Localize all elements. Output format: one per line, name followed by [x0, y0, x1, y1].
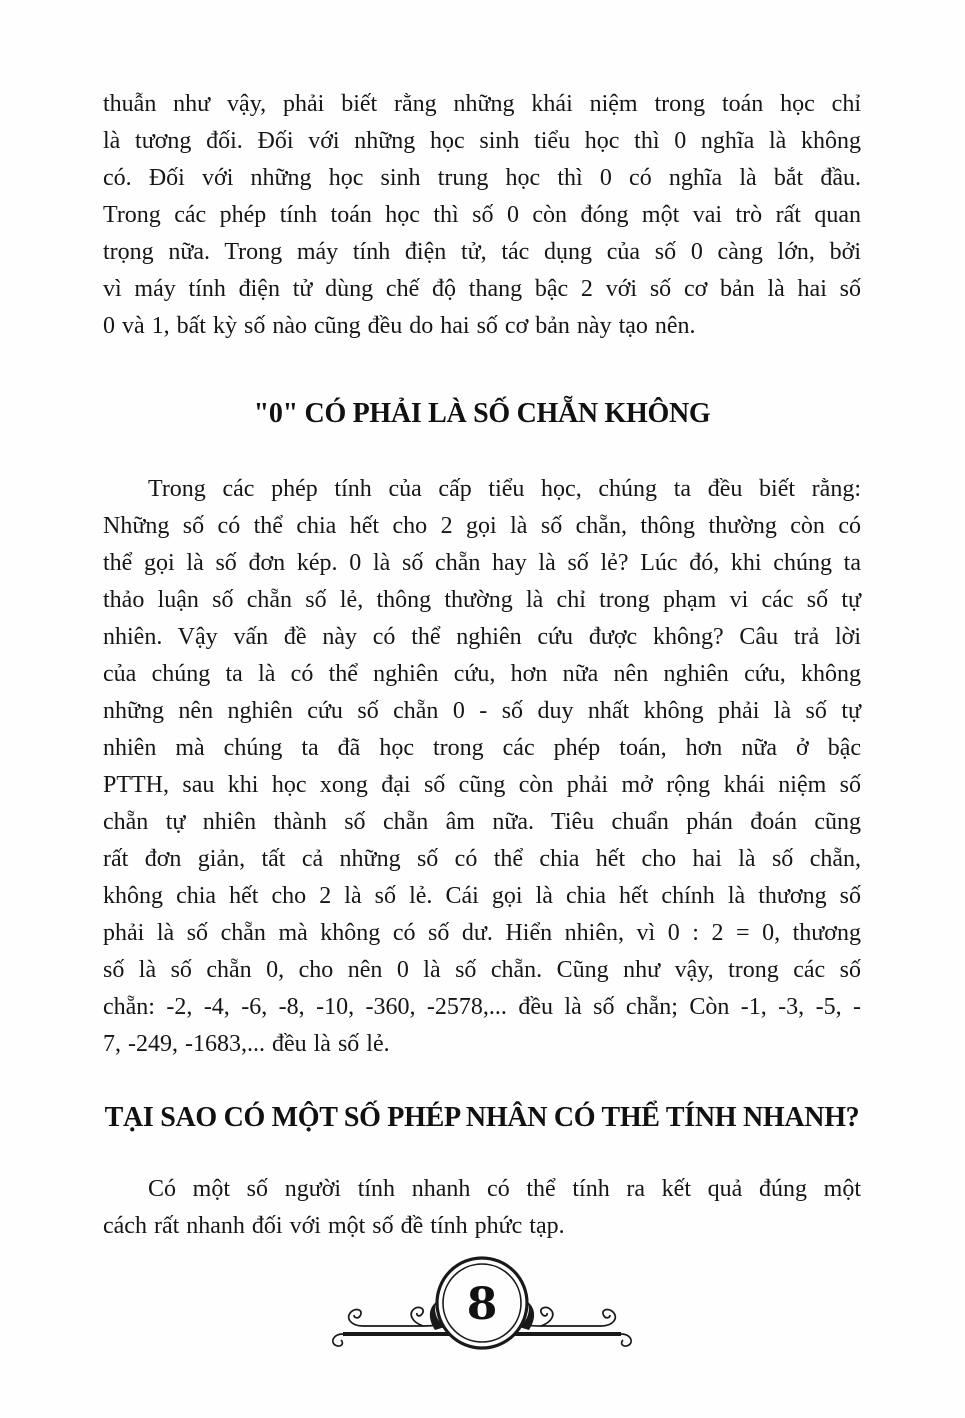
- text-line: rất đơn giản, tất cả những số có thể chia hết cho hai là số chẵn,: [103, 846, 861, 872]
- section-heading-zero-even: "0" CÓ PHẢI LÀ SỐ CHẴN KHÔNG: [253, 398, 711, 429]
- text-line: chẵn tự nhiên thành số chẵn âm nữa. Tiêu chuẩn phán đoán cũng: [103, 809, 861, 835]
- text-line: thuẫn như vậy, phải biết rằng những khái niệm trong toán học chỉ: [103, 91, 861, 117]
- text-line: nhiên. Vậy vấn đề này có thể nghiên cứu được không? Câu trả lời: [103, 624, 861, 650]
- text-line: Những số có thể chia hết cho 2 gọi là số chẵn, thông thường còn có: [103, 513, 861, 539]
- text-line: cách rất nhanh đối với một số đề tính phức tạp.: [103, 1213, 565, 1239]
- text-line: vì máy tính điện tử dùng chế độ thang bậc 2 với số cơ bản là hai số: [103, 276, 861, 302]
- text-line: trọng nữa. Trong máy tính điện tử, tác dụng của số 0 càng lớn, bởi: [103, 239, 861, 265]
- paragraph-continuation: [103, 86, 861, 345]
- section-heading-quick-multiplication: TẠI SAO CÓ MỘT SỐ PHÉP NHÂN CÓ THỂ TÍNH NHANH?: [104, 1102, 860, 1133]
- text-line: chẵn: -2, -4, -6, -8, -10, -360, -2578,... đều là số chẵn; Còn -1, -3, -5, -: [103, 994, 861, 1020]
- text-line: nhiên mà chúng ta đã học trong các phép toán, hơn nữa ở bậc: [103, 735, 861, 761]
- text-line: phải là số chẵn mà không có số dư. Hiển nhiên, vì 0 : 2 = 0, thương: [103, 920, 861, 946]
- text-line: Trong các phép tính của cấp tiểu học, chúng ta đều biết rằng:: [148, 476, 861, 502]
- text-line: không chia hết cho 2 là số lẻ. Cái gọi là chia hết chính là thương số: [103, 883, 861, 909]
- text-line: Có một số người tính nhanh có thể tính ra kết quả đúng một: [148, 1176, 861, 1202]
- text-line: số là số chẵn 0, cho nên 0 là số chẵn. Cũng như vậy, trong các số: [103, 957, 861, 983]
- page-number: 8: [466, 1279, 498, 1330]
- text-line: là tương đối. Đối với những học sinh tiểu học thì 0 nghĩa là không: [103, 128, 861, 154]
- page-footer: [103, 1252, 861, 1369]
- text-line: PTTH, sau khi học xong đại số cũng còn phải mở rộng khái niệm số: [103, 772, 861, 798]
- text-line: thảo luận số chẵn số lẻ, thông thường là chỉ trong phạm vi các số tự: [103, 587, 861, 613]
- text-line: những nên nghiên cứu số chẵn 0 - số duy nhất không phải là số tự: [103, 698, 861, 724]
- paragraph-quick-multiplication: [103, 1171, 861, 1245]
- text-line: thể gọi là số đơn kép. 0 là số chẵn hay là số lẻ? Lúc đó, khi chúng ta: [103, 550, 861, 576]
- text-line: 7, -249, -1683,... đều là số lẻ.: [103, 1031, 390, 1057]
- text-line: 0 và 1, bất kỳ số nào cũng đều do hai số cơ bản này tạo nên.: [103, 313, 696, 339]
- text-line: có. Đối với những học sinh trung học thì 0 có nghĩa là bắt đầu.: [103, 165, 861, 191]
- text-line: Trong các phép tính toán học thì số 0 còn đóng một vai trò rất quan: [103, 202, 861, 228]
- paragraph-zero-even: [103, 471, 861, 1063]
- flourish-divider-icon: [327, 1252, 637, 1364]
- text-line: của chúng ta là có thể nghiên cứu, hơn nữa nên nghiên cứu, không: [103, 661, 861, 687]
